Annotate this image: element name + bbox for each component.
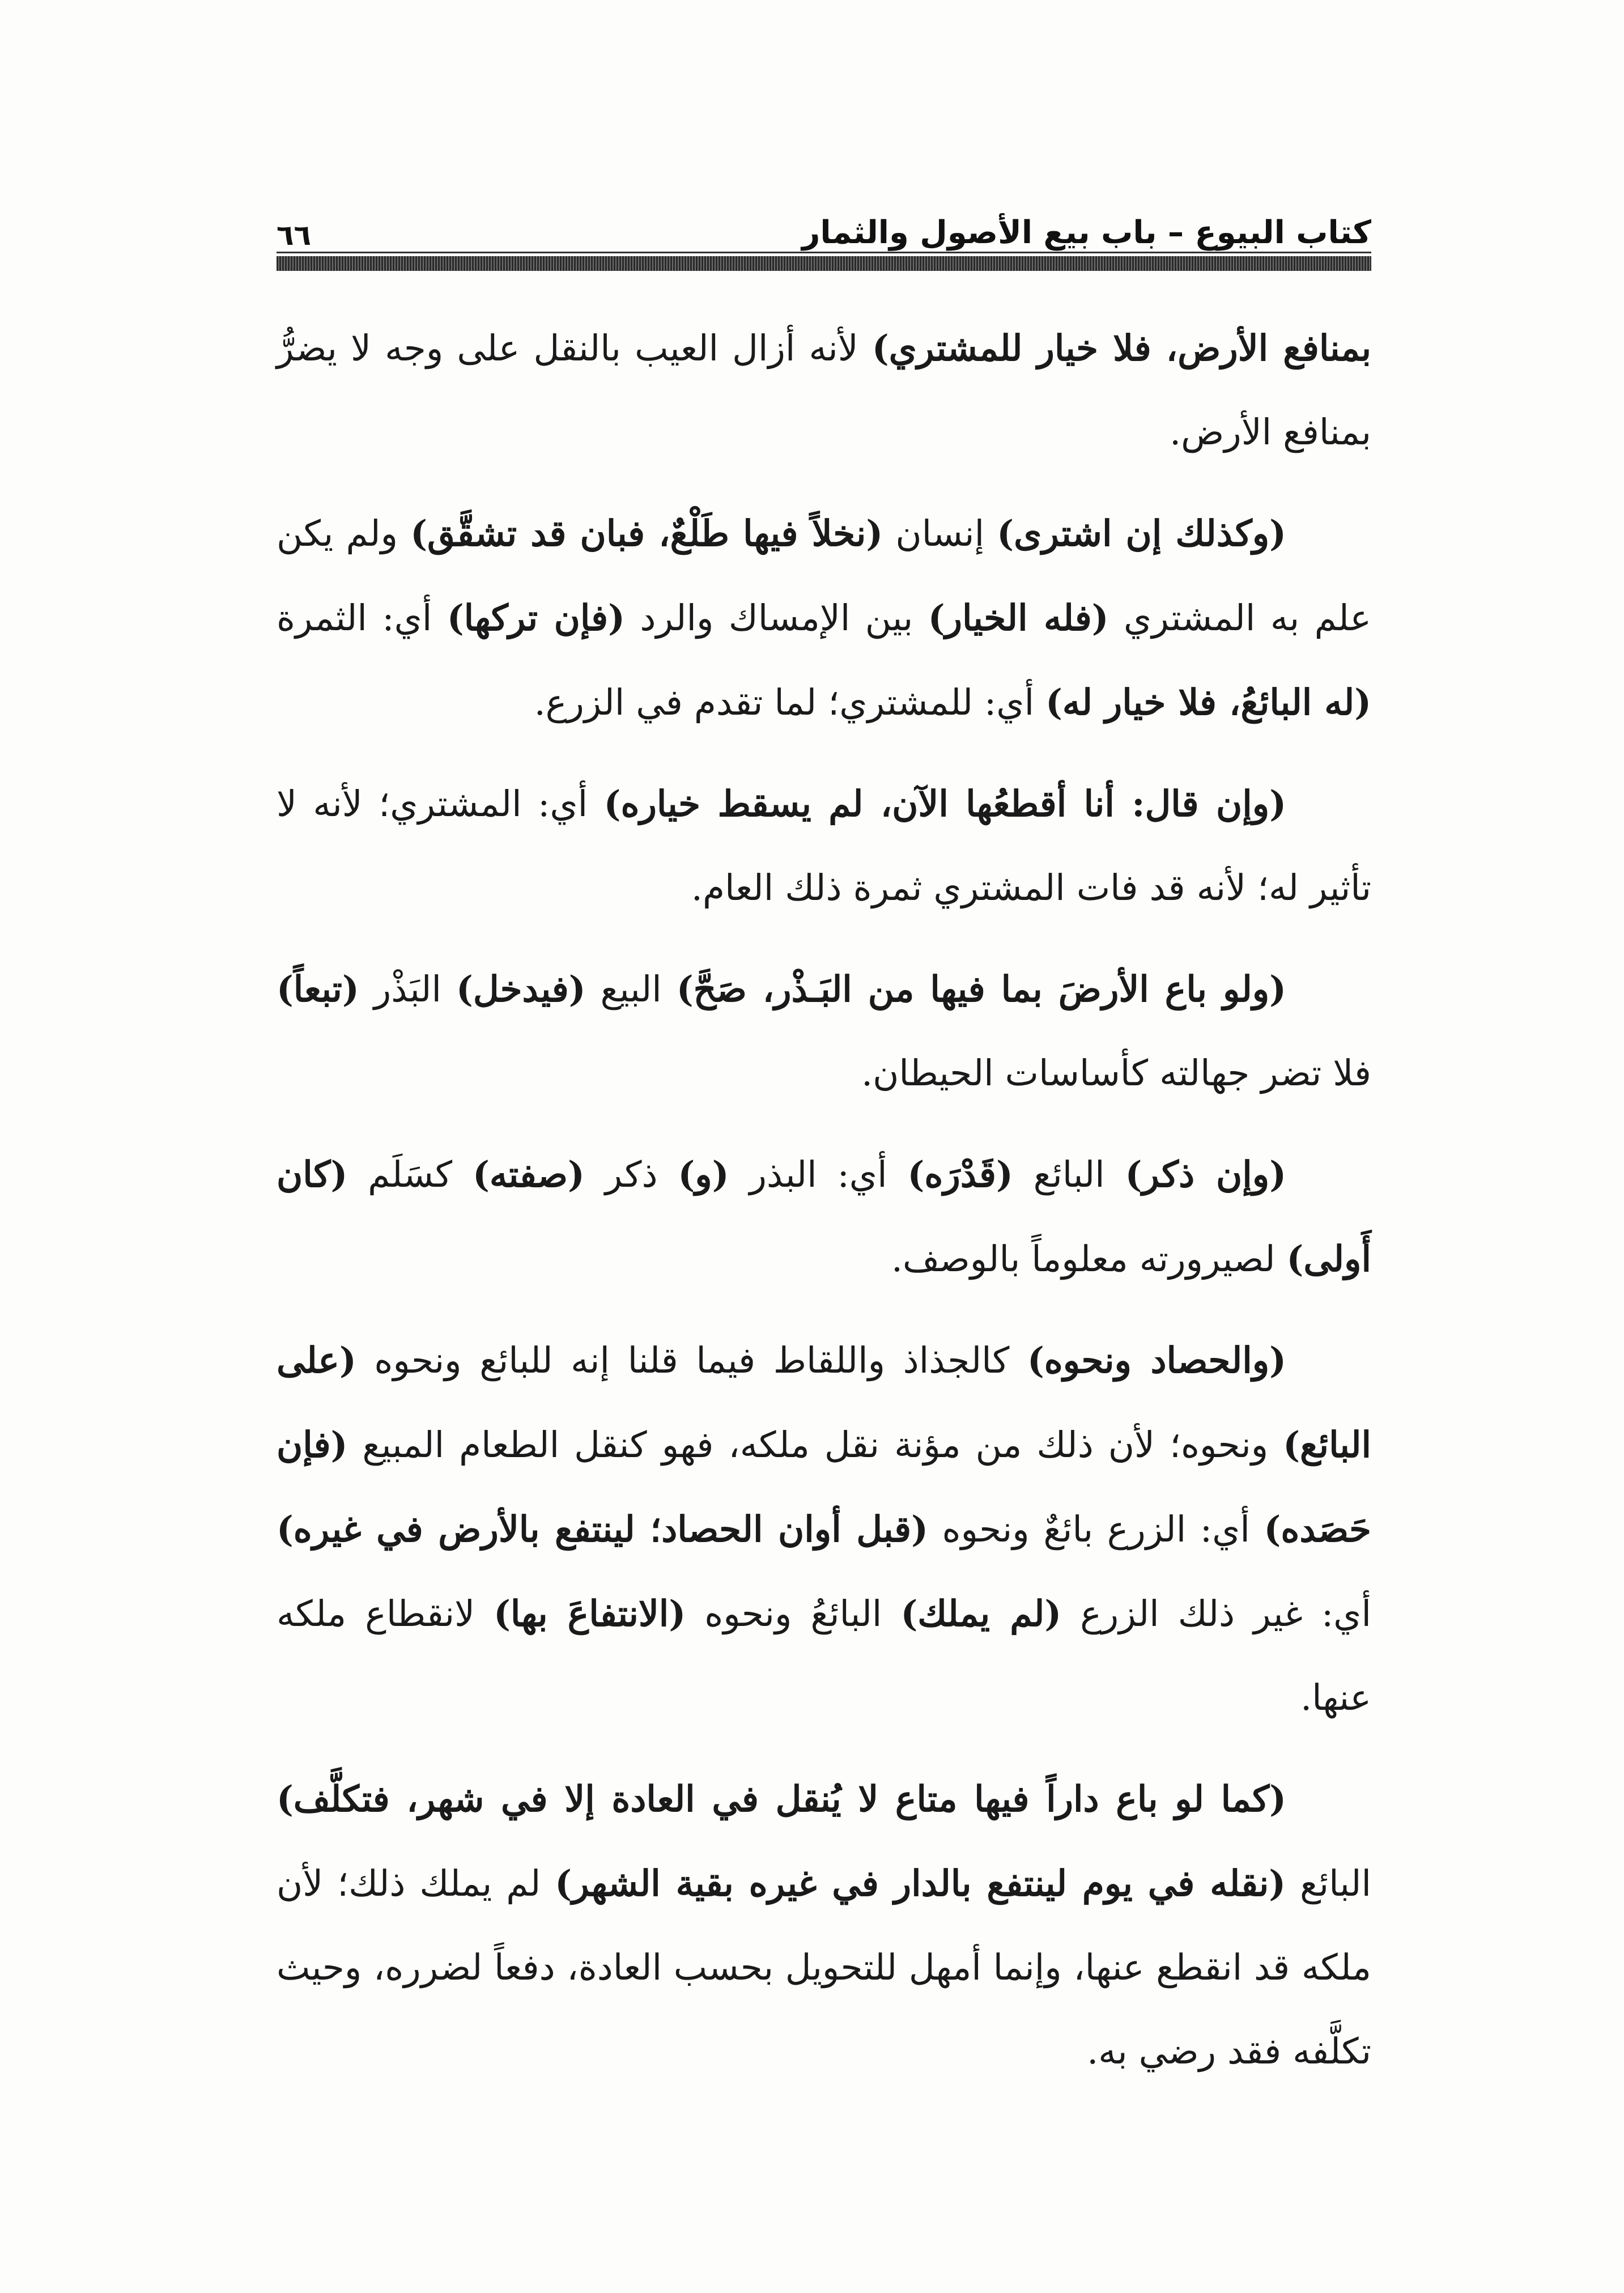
text-run: ونحوه؛ لأن ذلك من مؤنة نقل ملكه، فهو كنقل الطعام المبيع (347, 1424, 1283, 1466)
page-number: ٦٦ (277, 219, 312, 252)
text-run: البَذْر (359, 969, 457, 1010)
paragraph (277, 1318, 1371, 1740)
paragraph (277, 947, 1371, 1115)
bold-text-run: (فيدخل) (456, 968, 586, 1010)
text-run: فلا تضر جهالته كأساسات الحيطان. (861, 1052, 1371, 1094)
bold-text-run: (تبعاً) (277, 968, 359, 1010)
text-run: كسَلَم (347, 1154, 473, 1195)
text-run: لأنه أزال العيب بالنقل على وجه لا يضرُّ بمنافع الأرض. (277, 328, 1371, 453)
bold-text-run: (كان أَولى) (277, 1153, 1371, 1280)
bold-text-run: (وكذلك إن اشترى) (997, 512, 1286, 554)
bold-text-run: (قَدْرَه) (907, 1153, 1013, 1195)
text-run: أي: البذر (729, 1154, 908, 1195)
bold-text-run: (والحصاد ونحوه) (1027, 1339, 1286, 1381)
bold-text-run: (وإن ذكر) (1125, 1153, 1286, 1195)
bold-text-run: (ولو باع الأرضَ بما فيها من البَـذْر، صَحَّ) (676, 968, 1286, 1010)
bold-text-run: (له البائعُ، فلا خيار له) (1045, 681, 1371, 723)
bold-text-run: (كما لو باع داراً فيها متاع لا يُنقل في العادة إلا في شهر، فتكلَّف) (277, 1778, 1286, 1820)
paragraph (277, 1132, 1371, 1301)
bold-text-run: (الانتفاعَ بها) (494, 1593, 686, 1634)
text-run: إنسان (883, 513, 997, 554)
paragraph (277, 491, 1371, 745)
text-run: كالجذاذ واللقاط فيما قلنا إنه للبائع ونحوه (356, 1340, 1027, 1381)
bold-text-run: (و) (678, 1153, 729, 1195)
bold-text-run: (لم يملك) (900, 1593, 1062, 1634)
text-run: البائع (1286, 1863, 1372, 1904)
text-run: ذكر (584, 1154, 678, 1195)
bold-text-run: (نقله في يوم لينتفع بالدار في غيره بقية الشهر) (555, 1862, 1286, 1904)
text-run: أي: الثمرة (277, 597, 447, 639)
paragraph (277, 762, 1371, 930)
text-run: أي: المشتري؛ لأنه لا تأثير له؛ لأنه قد فات المشتري ثمرة ذلك العام. (277, 783, 1371, 908)
bold-text-run: (فإن حَصَده) (277, 1424, 1371, 1550)
bold-text-run: (نخلاً فيها طَلْعٌ، فبان قد تشقَّق) (410, 512, 883, 554)
text-run: لانقطاع ملكه عنها. (277, 1593, 1371, 1718)
text-run: بين الإمساك والرد (624, 597, 928, 639)
paragraph (277, 1757, 1371, 2094)
body-text (277, 306, 1371, 2111)
running-title: كتاب البيوع – باب بيع الأصول والثمار (802, 214, 1371, 251)
text-run: ولم يكن علم به المشتري (277, 513, 1372, 639)
text-run: البائع (1013, 1154, 1125, 1195)
text-run: البائعُ ونحوه (686, 1593, 901, 1634)
text-run: أي: للمشتري؛ لما تقدم في الزرع. (534, 682, 1046, 723)
bold-text-run: (فإن تركها) (447, 597, 625, 639)
paragraph (277, 306, 1371, 474)
bold-text-run: (صفته) (473, 1153, 585, 1195)
bold-text-run: (على البائع) (277, 1339, 1371, 1466)
bold-text-run: (قبل أوان الحصاد؛ لينتفع بالأرض في غيره) (277, 1508, 928, 1550)
header-rule (277, 256, 1371, 271)
text-run: أي: غير ذلك الزرع (1061, 1593, 1372, 1634)
bold-text-run: (فله الخيار) (928, 597, 1109, 639)
text-run: أي: الزرع بائعٌ ونحوه (928, 1509, 1264, 1550)
text-run: لصيرورته معلوماً بالوصف. (891, 1238, 1287, 1280)
bold-text-run: بمنافع الأرض، فلا خيار للمشتري) (871, 327, 1372, 369)
bold-text-run: (وإن قال: أنا أقطعُها الآن، لم يسقط خياره) (603, 783, 1287, 825)
text-run: لم يملك ذلك؛ لأن ملكه قد انقطع عنها، وإنما أمهل للتحويل بحسب العادة، دفعاً لضرره، وحيث تكلَّفه فقد رضي به. (277, 1863, 1371, 2072)
text-run: البيع (585, 969, 677, 1010)
